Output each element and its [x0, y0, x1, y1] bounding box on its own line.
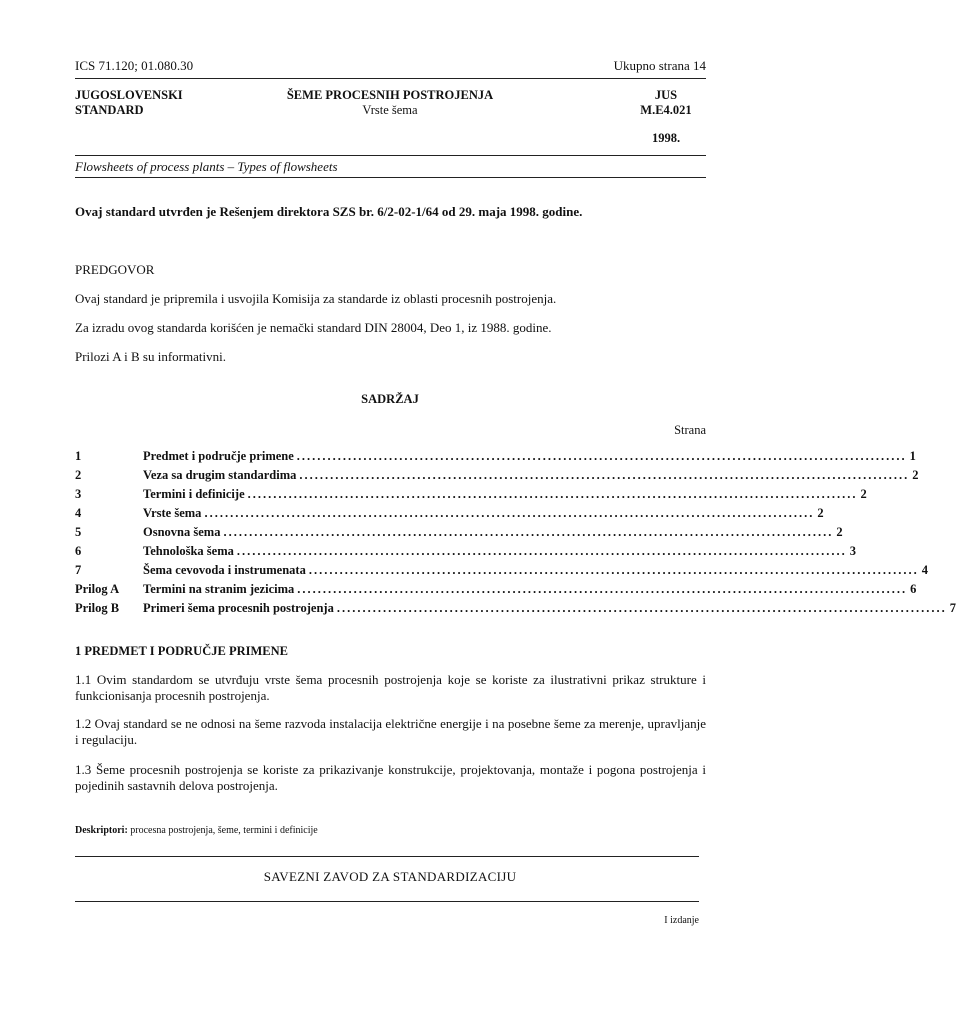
toc-leader: .......................................................................................................................	[247, 487, 858, 501]
institute-name: SAVEZNI ZAVOD ZA STANDARDIZACIJU	[263, 869, 517, 884]
toc-title: Veza sa drugim standardima	[143, 468, 299, 483]
descriptors-label: Deskriptori:	[75, 825, 128, 836]
toc-number: Prilog B	[75, 601, 120, 615]
toc-entry[interactable]	[75, 506, 824, 525]
english-title-top-rule	[75, 155, 706, 156]
toc-leader: .......................................................................................................................	[297, 582, 908, 596]
english-title: Flowsheets of process plants – Types of flowsheets	[75, 159, 338, 174]
toc-page: 2	[912, 468, 919, 482]
toc-number: 2	[75, 468, 82, 482]
toc-number: 6	[75, 544, 82, 558]
toc-title: Tehnološka šema	[143, 544, 237, 559]
foreword-heading: PREDGOVOR	[75, 262, 155, 277]
toc-entry[interactable]	[75, 525, 843, 544]
toc-leader: .......................................................................................................................	[296, 449, 907, 463]
contents-page-column: Strana	[674, 423, 706, 437]
footer-top-rule	[75, 856, 699, 857]
total-pages: Ukupno strana 14	[613, 58, 706, 73]
toc-title: Šema cevovoda i instrumenata	[143, 563, 309, 578]
toc-title: Termini i definicije	[143, 487, 248, 502]
toc-number: 3	[75, 487, 82, 501]
toc-title: Predmet i područje primene	[143, 449, 297, 464]
toc-entry[interactable]	[75, 468, 919, 487]
toc-number: 7	[75, 563, 82, 577]
contents-list	[75, 449, 956, 620]
descriptors	[75, 825, 318, 836]
toc-leader: .......................................................................................................................	[204, 506, 815, 520]
header-top-rule	[75, 78, 706, 79]
document-title	[240, 88, 540, 118]
foreword-paragraph-1: Ovaj standard je pripremila i usvojila Komisija za standarde iz oblasti procesnih postrojenja.	[75, 291, 557, 306]
toc-page: 2	[817, 506, 824, 520]
section-1-heading: 1 PREDMET I PODRUČJE PRIMENE	[75, 644, 288, 658]
toc-entry[interactable]	[75, 544, 857, 563]
footer-bottom-rule	[75, 901, 699, 902]
toc-number: 1	[75, 449, 82, 463]
toc-entry[interactable]	[75, 601, 956, 620]
english-title-bottom-rule	[75, 177, 706, 178]
toc-entry[interactable]	[75, 487, 867, 506]
toc-entry[interactable]	[75, 582, 917, 601]
toc-title: Vrste šema	[143, 506, 204, 521]
foreword-paragraph-2: Za izradu ovog standarda korišćen je nemački standard DIN 28004, Deo 1, iz 1988. godine.	[75, 320, 552, 335]
toc-leader: .......................................................................................................................	[236, 544, 847, 558]
org-line-1: JUGOSLOVENSKI	[75, 88, 183, 102]
toc-title: Primeri šema procesnih postrojenja	[143, 601, 337, 616]
descriptors-text: procesna postrojenja, šeme, termini i definicije	[127, 825, 318, 836]
ics-code: ICS 71.120; 01.080.30	[75, 58, 194, 73]
org-name	[75, 88, 183, 118]
standard-code	[606, 88, 706, 146]
toc-page: 3	[849, 544, 857, 558]
toc-title: Osnovna šema	[143, 525, 223, 540]
toc-page: 4	[921, 563, 928, 577]
toc-title: Termini na stranim jezicima	[143, 582, 297, 597]
foreword-paragraph-3: Prilozi A i B su informativni.	[75, 349, 226, 364]
intro-statement: Ovaj standard utvrđen je Rešenjem direktora SZS br. 6/2-02-1/64 od 29. maja 1998. godine.	[75, 204, 583, 219]
toc-leader: .......................................................................................................................	[308, 563, 919, 577]
code-line-2: M.E4.021	[640, 103, 692, 117]
section-1-paragraph-2: 1.2 Ovaj standard se ne odnosi na šeme razvoda instalacija električne energije i na posebne šeme za merenje, upravljanje i regulaciju.	[75, 716, 706, 747]
title-line-1: ŠEME PROCESNIH POSTROJENJA	[286, 88, 494, 102]
standard-year: 1998.	[651, 131, 681, 145]
toc-page: 6	[910, 582, 917, 596]
org-line-2: STANDARD	[75, 103, 144, 117]
toc-number: 4	[75, 506, 82, 520]
toc-leader: .......................................................................................................................	[336, 601, 947, 615]
toc-entry[interactable]	[75, 449, 916, 468]
contents-heading: SADRŽAJ	[361, 392, 419, 406]
section-1-paragraph-1: 1.1 Ovim standardom se utvrđuju vrste šema procesnih postrojenja koje se koriste za ilustrativni prikaz strukture i funkcionisanja procesnih postrojenja.	[75, 672, 706, 703]
code-line-1: JUS	[654, 88, 678, 102]
toc-page: 2	[860, 487, 867, 501]
toc-page: 2	[836, 525, 843, 539]
section-1-paragraph-3: 1.3 Šeme procesnih postrojenja se koriste za prikazivanje konstrukcije, projektovanja, montaže i pogona postrojenja i pojedinih sastavnih delova postrojenja.	[75, 762, 706, 793]
toc-leader: .......................................................................................................................	[223, 525, 834, 539]
toc-page: 7	[949, 601, 956, 615]
edition: I izdanje	[664, 915, 699, 926]
toc-number: 5	[75, 525, 82, 539]
title-line-2: Vrste šema	[362, 103, 418, 117]
toc-entry[interactable]	[75, 563, 928, 582]
toc-leader: .......................................................................................................................	[299, 468, 910, 482]
toc-page: 1	[909, 449, 916, 463]
toc-number: Prilog A	[75, 582, 120, 596]
